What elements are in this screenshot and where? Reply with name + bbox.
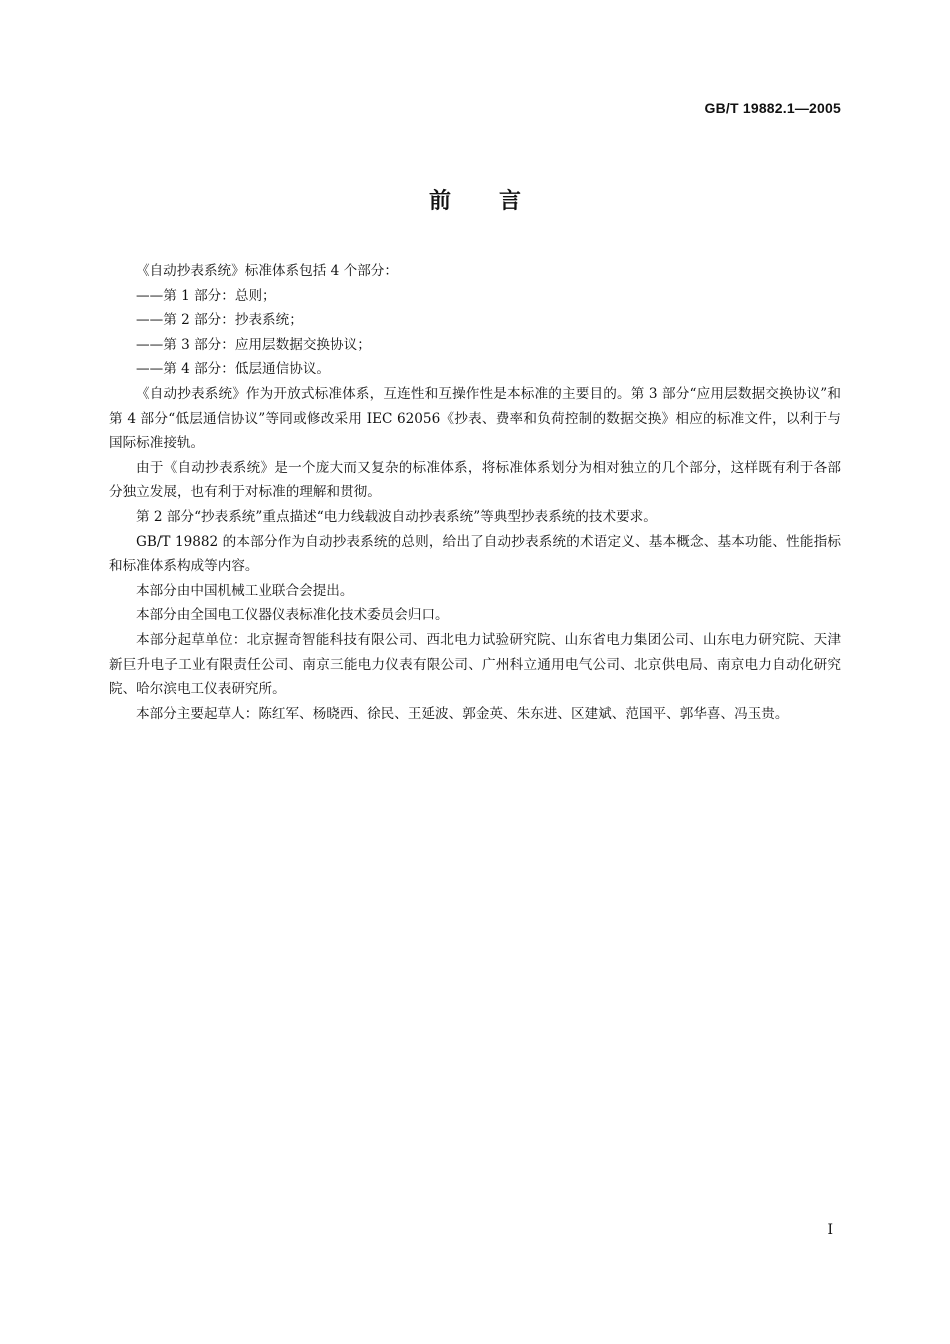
- paragraph-intro: 《自动抄表系统》标准体系包括 4 个部分：: [136, 263, 398, 279]
- page-title: 前言: [428, 189, 569, 214]
- list-item-part-4: ——第 4 部分：低层通信协议。: [136, 361, 331, 378]
- standard-number: GB/T 19882.1—2005: [704, 100, 841, 116]
- list-item-part-1: ——第 1 部分：总则；: [136, 287, 276, 304]
- list-item-part-3: ——第 3 部分：应用层数据交换协议；: [136, 336, 371, 353]
- page-number: I: [827, 1222, 833, 1238]
- paragraph-purpose: 《自动抄表系统》作为开放式标准体系，互连性和互操作性是本标准的主要目的。第 3 部分“应用层数据交换协议”和第 4 部分“低层通信协议”等同或修改采用 IEC 62056《抄表、费率和负荷控制的数据交换》相应的标准文件，以利于与国际标准接轨。: [109, 385, 841, 452]
- paragraph-committee: 本部分由全国电工仪器仪表标准化技术委员会归口。: [136, 607, 449, 624]
- foreword-body: [109, 259, 841, 726]
- paragraph-scope: GB/T 19882 的本部分作为自动抄表系统的总则，给出了自动抄表系统的术语定义、基本概念、基本功能、性能指标和标准体系构成等内容。: [109, 533, 841, 575]
- list-item-part-2: ——第 2 部分：抄表系统；: [136, 312, 303, 329]
- paragraph-proposer: 本部分由中国机械工业联合会提出。: [136, 582, 354, 599]
- paragraph-part-2: 第 2 部分“抄表系统”重点描述“电力线载波自动抄表系统”等典型抄表系统的技术要求。: [136, 508, 657, 525]
- paragraph-drafting-units: 本部分起草单位：北京握奇智能科技有限公司、西北电力试验研究院、山东省电力集团公司、山东电力研究院、天津新巨升电子工业有限责任公司、南京三能电力仪表有限公司、广州科立通用电气公司、北京供电局、南京电力自动化研究院、哈尔滨电工仪表研究所。: [109, 631, 841, 698]
- paragraph-structure: 由于《自动抄表系统》是一个庞大而又复杂的标准体系，将标准体系划分为相对独立的几个部分，这样既有利于各部分独立发展，也有利于对标准的理解和贯彻。: [109, 459, 841, 501]
- paragraph-drafters: 本部分主要起草人：陈红军、杨晓西、徐民、王延波、郭金英、朱东进、区建斌、范国平、郭华喜、冯玉贵。: [136, 705, 789, 722]
